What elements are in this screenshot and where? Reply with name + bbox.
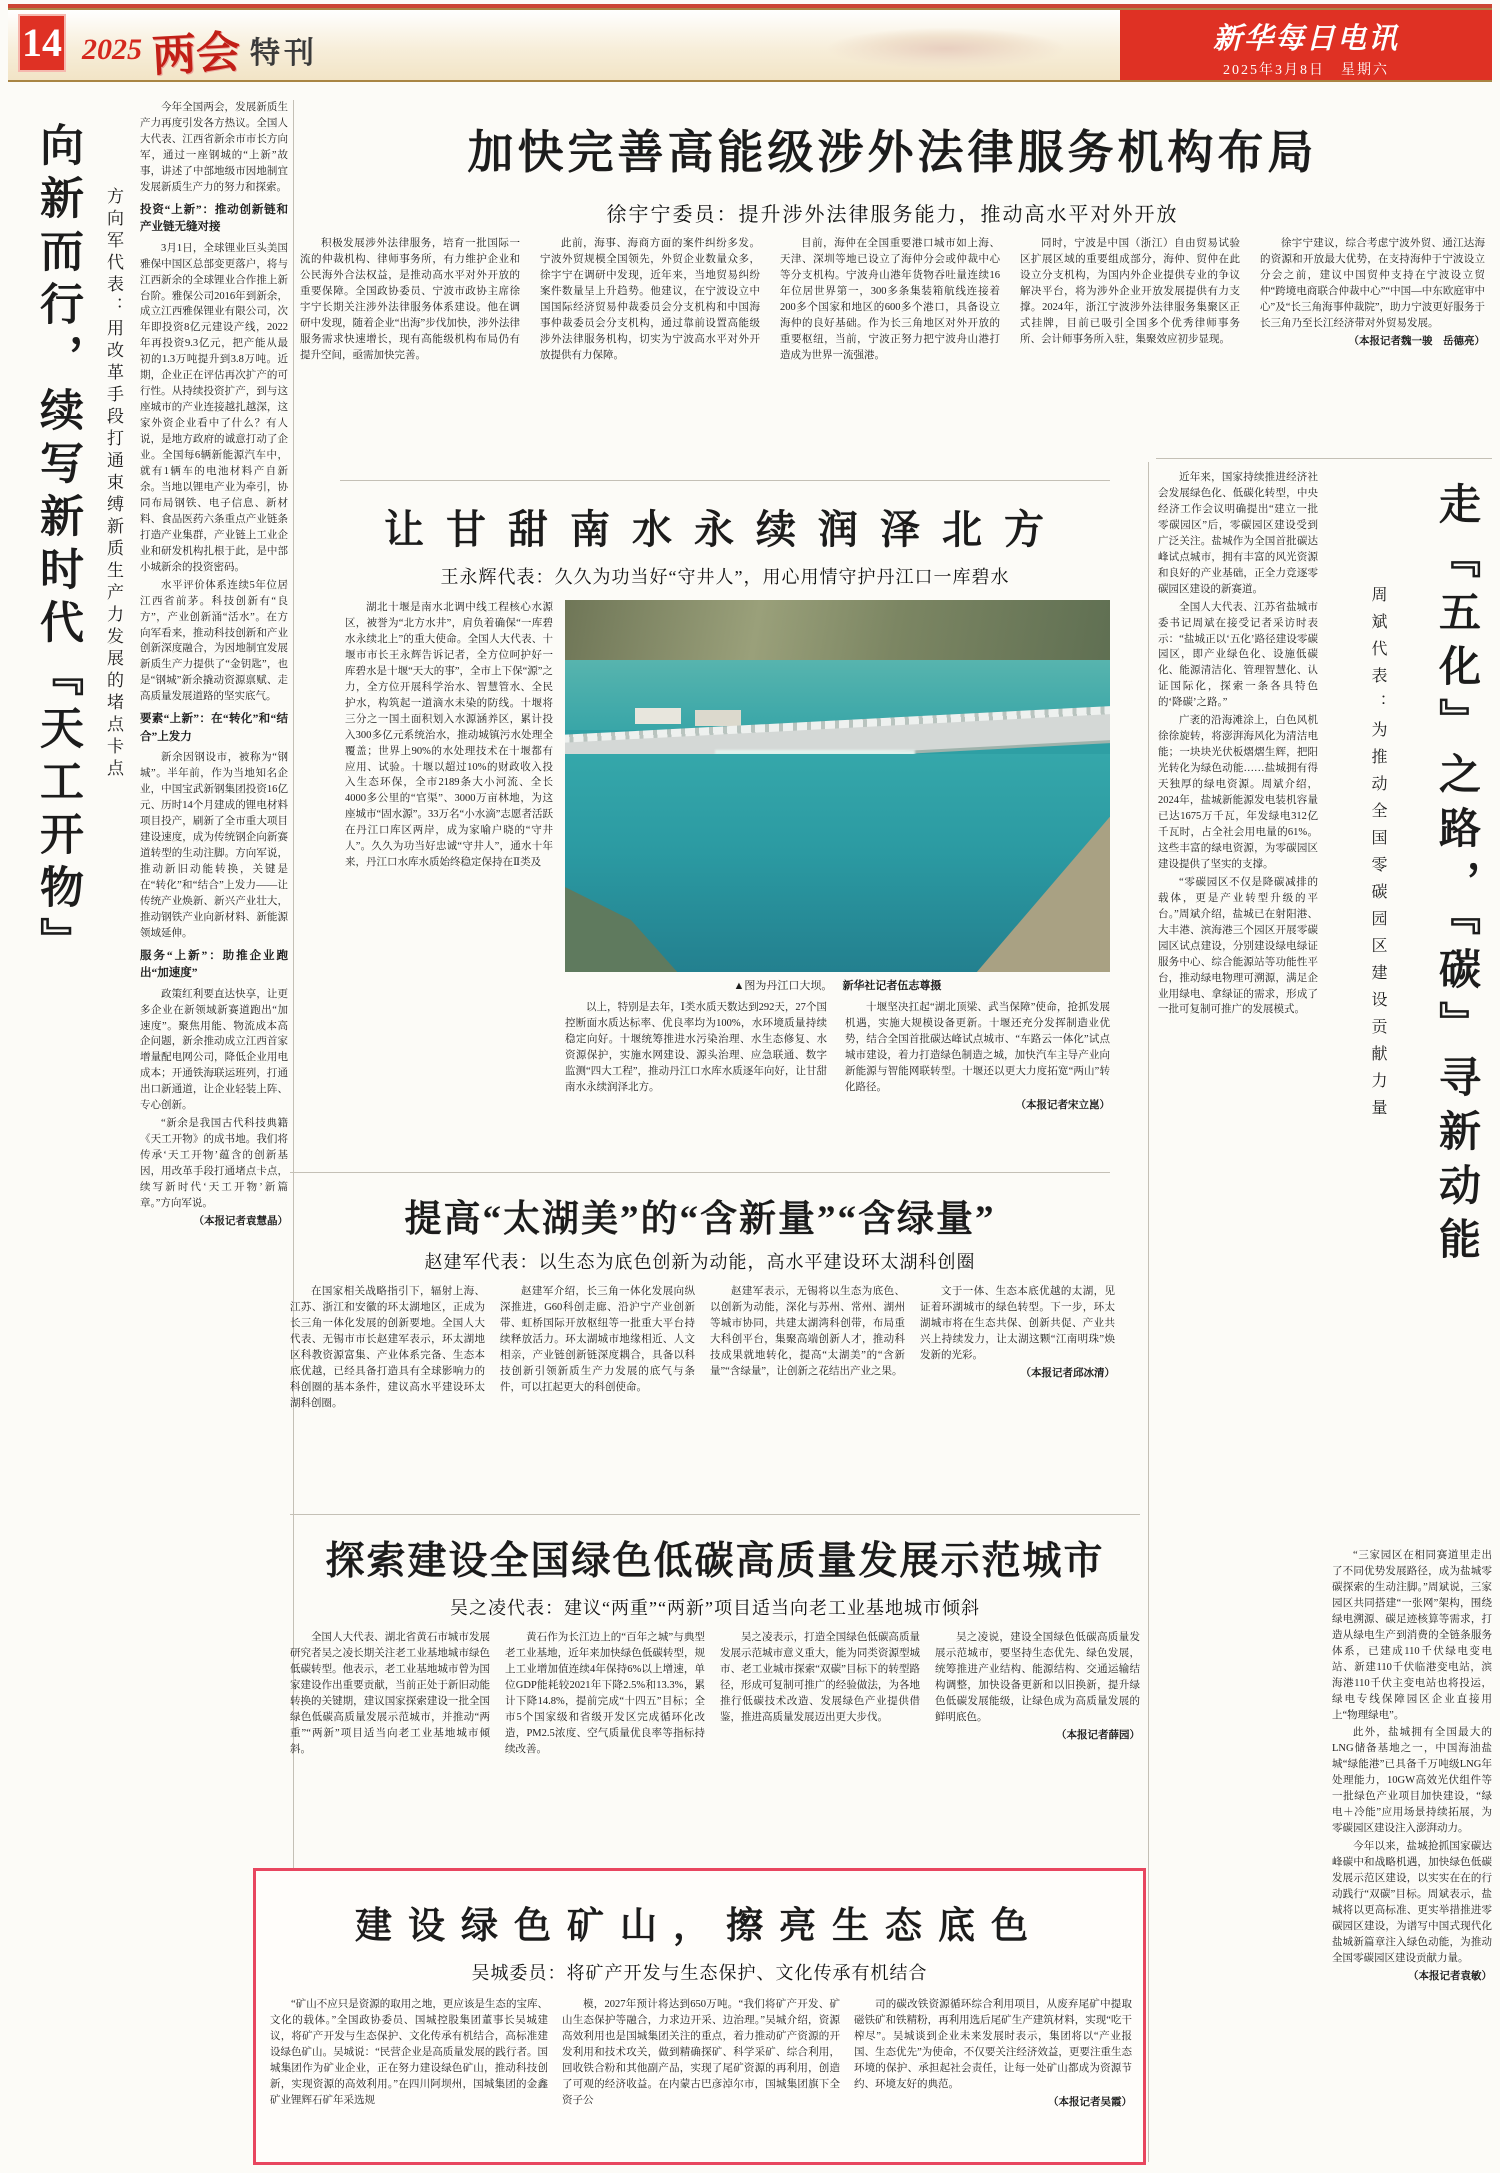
taihu-article-col-1 xyxy=(290,1284,485,1496)
photo-caption-credit: 新华社记者伍志尊摄 xyxy=(842,980,942,992)
taihu-article-col-3 xyxy=(710,1284,905,1496)
masthead-name: 新华每日电讯 xyxy=(1212,23,1399,55)
left-article-sec1-title: 投资“上新”：推动创新链和产业链无缝对接 xyxy=(140,203,288,234)
main-article-col-4 xyxy=(1020,236,1240,462)
taihu-col3-text: 赵建军表示，无锡将以生态为底色、以创新为动能，深化与苏州、常州、湖州等城市协同，共建太湖湾科创带，布局重大科创平台，集聚高端创新人才，推动科技成果就地转化，提高“太湖美”的“含新量”“含绿量”，让创新之花结出产业之果。 xyxy=(710,1286,905,1377)
water-article-cola-text: 以上，特别是去年，Ⅰ类水质天数达到292天，27个国控断面水质达标率、优良率均为100%，水环境质量持续稳定向好。十堰统筹推进水污染治理、水生态修复、水资源保护，实施水网建设、源头治理、应急联通、数字监测“四大工程”，推动丹江口水库水质逐年向好，让甘甜南水永续润泽北方。 xyxy=(565,1002,827,1093)
edition-title xyxy=(82,18,318,82)
city-col3-text: 吴之凌表示，打造全国绿色低碳高质量发展示范城市意义重大，能为同类资源型城市、老工业城市探索“双碳”目标下的转型路径，形成可复制可推广的经验做法，为各地推行低碳技术改造、发展绿色产业提供借鉴，推进高质量发展迈出更大步伐。 xyxy=(720,1632,920,1723)
main-article-col-3 xyxy=(780,236,1000,462)
main-article-col-1 xyxy=(300,236,520,462)
right-article-headline-block xyxy=(1332,482,1492,1530)
water-article-headline: 让甘甜南水永续润泽北方 xyxy=(384,507,1066,552)
divider-city-top xyxy=(290,1514,1140,1515)
mine-col3-text: 司的碳改铁资源循环综合利用项目，从废弃尾矿中提取磁铁矿和铁精粉，再利用选后尾矿生产建筑材料，实现“吃干榨尽”。吴城谈到企业未来发展时表示，集团将以“产业报国、生态优先”为使命，不仅要关注经济效益，更要注重生态环境的保护、承担起社会责任，让每一处矿山都成为资源节约、环境友好的典范。 xyxy=(854,1999,1132,2090)
photo-buildings xyxy=(635,708,681,724)
left-article-sec3-text: 政策红利要直达快享，让更多企业在新领域新赛道跑出“加速度”。聚焦用能、物流成本高企问题，新余推动成立江西首家增量配电网公司，降低企业用电成本；开通铁海联运班列，打通出口新通道，让企业轻装上阵、专心创新。 xyxy=(140,988,288,1112)
city-article-col-3 xyxy=(720,1630,920,1848)
mine-col1-text: “矿山不应只是资源的取用之地，更应该是生态的宝库、文化的载体。”全国政协委员、国城控股集团董事长吴城建议，将矿产开发与生态保护、文化传承有机结合，高标准建设绿色矿山。吴城说：“民营企业是高质量发展的践行者。国城集团作为矿业企业，正在努力建设绿色矿山，推动科技创新，实现资源的高效利用。”在四川阿坝州，国城集团的金鑫矿业锂辉石矿年采选规 xyxy=(270,1999,548,2106)
taihu-col1-text: 在国家相关战略指引下，辐射上海、江苏、浙江和安徽的环太湖地区，正成为长三角一体化发展的创新要地。全国人大代表、无锡市市长赵建军表示，环太湖地区科教资源富集、产业体系完备、生态本底优越，已经具备打造具有全球影响力的科创圈的基本条件，建议高水平建设环太湖科创圈。 xyxy=(290,1286,485,1409)
mine-article-box xyxy=(253,1868,1146,2165)
city-article-col-1 xyxy=(290,1630,490,1848)
left-article-lead: 今年全国两会，发展新质生产力再度引发各方热议。全国人大代表、江西省新余市市长方向军，通过一座钢城的“上新”故事，讲述了中部地级市因地制宜发展新质生产力的努力和探索。 xyxy=(140,102,288,193)
taihu-article-subhead: 赵建军代表：以生态为底色创新为动能，高水平建设环太湖科创圈 xyxy=(424,1252,976,1272)
right-article-lower-col xyxy=(1332,1548,1492,2162)
city-article-subhead: 吴之凌代表：建议“两重”“两新”项目适当向老工业基地城市倾斜 xyxy=(450,1598,980,1618)
left-article-byline: （本报记者袁慧晶） xyxy=(193,1215,288,1227)
mine-article-col-1 xyxy=(270,1997,548,2149)
mine-article-col-3 xyxy=(854,1997,1132,2149)
water-article-col-b xyxy=(845,1000,1110,1160)
left-article-sec1-text: 3月1日，全球锂业巨头美国雅保中国区总部变更落户，将与江西新余的全球锂业合作推上新台阶。雅保公司2016年到新余，成立江西雅保锂业有限公司，次年即投资8亿元建设产线，2022年再投资9.3亿元，把产能从最初的1.3万吨提升到3.8万吨。近期，企业正在评估再次扩产的可行性。从持续投资扩产，到与这座城市的产业连接越扎越深，这家外资企业看中了什么？有人说，是地方政府的诚意打动了企业。全国每6辆新能源汽车中，就有1辆车的电池材料产自新余。当地以锂电产业为牵引，协同布局钢铁、电子信息、新材料、食品医药六条重点产业链条打造产业集群，产业链上工业企业和研发机构扎根于此，是中部小城新余的投资密码。 xyxy=(140,242,288,573)
city-col2-text: 黄石作为长江边上的“百年之城”与典型老工业基地，近年来加快绿色低碳转型，规上工业增加值连续4年保持6%以上增速，单位GDP能耗较2021年下降2.5%和13.3%，累计下降14.8%，提前完成“十四五”目标；全市5个国家级和省级开发区完成循环化改造，PM2.5浓度、空气质量优良率等指标持续改善。 xyxy=(505,1632,705,1755)
left-article-body xyxy=(140,100,288,2158)
main-article-col2-text: 此前，海事、海商方面的案件纠纷多发。宁波外贸规模全国领先，外贸企业数量众多，徐宇宁在调研中发现，近年来，当地贸易纠纷案件数量呈上升趋势。他建议，在宁波设立中国国际经济贸易仲裁委员会分支机构和中国海事仲裁委员会分支机构，通过靠前设置高能级涉外法律服务机构，切实为宁波高水平对外开放提供有力保障。 xyxy=(540,238,760,361)
mine-article-byline: （本报记者吴霞） xyxy=(1048,2096,1132,2108)
divider-left xyxy=(293,100,294,2160)
taihu-article-col-2 xyxy=(500,1284,695,1496)
water-article-byline: （本报记者宋立崑） xyxy=(1015,1099,1110,1111)
mine-article-subhead: 吴城委员：将矿产开发与生态保护、文化传承有机结合 xyxy=(471,1963,928,1983)
divider-right-top xyxy=(1156,458,1492,459)
water-article-leftcol xyxy=(345,600,553,1158)
divider-water-top xyxy=(340,480,1110,481)
page-number: 14 xyxy=(18,14,66,72)
main-article-col1-text: 积极发展涉外法律服务，培育一批国际一流的仲裁机构、律师事务所，有力维护企业和公民海外合法权益，是推动高水平对外开放的重要保障。全国政协委员、宁波市政协主席徐宇宁长期关注涉外法律服务体系建设。他在调研中发现，随着企业“出海”步伐加快，涉外法律服务需求快速增长，现有高能级机构布局仍有提升空间，亟需加快完善。 xyxy=(300,238,520,361)
lianghui-logo: 两会 xyxy=(151,27,242,82)
masthead-date: 2025年3月8日 星期六 xyxy=(1223,63,1389,78)
main-article-col-5 xyxy=(1260,236,1485,462)
city-col1-text: 全国人大代表、湖北省黄石市城市发展研究者吴之凌长期关注老工业基地城市绿色低碳转型。他表示，老工业基地城市曾为国家建设作出重要贡献，当前正处于新旧动能转换的关键期，建议国家探索建设一批全国绿色低碳高质量发展示范城市，并推动“两重”“两新”项目适当向老工业基地城市倾斜。 xyxy=(290,1632,490,1755)
city-article-headline: 探索建设全国绿色低碳高质量发展示范城市 xyxy=(325,1540,1105,1583)
left-article-subhead: 方向军代表：用改革手段打通束缚新质生产力发展的堵点卡点 xyxy=(104,187,123,782)
left-article-sec3-title: 服务“上新”：助推企业跑出“加速度” xyxy=(140,949,288,980)
right-article-p1: 近年来，国家持续推进经济社会发展绿色化、低碳化转型，中央经济工作会议明确提出“建立一批零碳园区”后，零碳园区建设受到广泛关注。盐城作为全国首批碳达峰试点城市，拥有丰富的风光资源和良好的产业基础，正全力竞逐零碳园区建设的新赛道。 xyxy=(1158,472,1318,595)
masthead-box xyxy=(1120,10,1492,80)
left-article-sec2-text: 新余因钢设市，被称为“钢城”。半年前，作为当地知名企业，中国宝武新钢集团投资16亿元、历时14个月建成的锂电材料项目投产，刷新了全市重大项目建设速度，成为传统钢企向新赛道转型的生动注脚。方向军说，推动新旧动能转换，关键是在“转化”和“结合”上发力——让传统产业焕新、新兴产业壮大，推动钢铁产业向新材料、新能源领域延伸。 xyxy=(140,752,288,939)
mine-col2-text: 模，2027年预计将达到650万吨。“我们将矿产开发、矿山生态保护等融合，力求边开采、边治理。”吴城介绍，资源高效利用也是国城集团关注的重点，着力推动矿产资源的开发利用和技术攻关，做到精确探矿、科学采矿、综合利用，回收铁合粉和其他副产品，实现了尾矿资源的再利用，创造了可观的经济收益。在内蒙古巴彦淖尔市，国城集团旗下全资子公 xyxy=(562,1999,840,2106)
water-article-leftcol-text: 湖北十堰是南水北调中线工程核心水源区，被誉为“北方水井”，肩负着确保“一库碧水永续北上”的重大使命。全国人大代表、十堰市市长王永辉告诉记者，全方位呵护好一库碧水是十堰“天大的事”，全市上下保“源”之力，全方位开展科学治水、智慧管水、全民护水，构筑起一道滴水未染的防线。十堰将三分之一国土面积划入水源涵养区，累计投入300多亿元系统治水，推动城镇污水处理全覆盖；世界上90%的水处理技术在十堰都有应用、试验。十堰以超过10%的财政收入投入生态环保，全市2189条大小河流、全长4000多公里的“官渠”、3000万亩林地，为这座城市“固水源”。33万名“小水滴”志愿者活跃在丹江口库区两岸，成为家喻户晓的“守井人”。久久为功当好忠诚“守井人”，通水十年来，丹江口水库水质始终稳定保持在Ⅱ类及 xyxy=(345,602,553,869)
right-article-p3: 广袤的沿海滩涂上，白色风机徐徐旋转，将澎湃海风化为清洁电能；一块块光伏板熠熠生辉，把阳光转化为绿色动能……盐城拥有得天独厚的绿电资源。周斌介绍，2024年，盐城新能源发电装机容量已达1675万千瓦，年发绿电312亿千瓦时，占全社会用电量的61%。这些丰富的绿电资源，为零碳园区建设提供了坚实的支撑。 xyxy=(1158,715,1318,870)
photo-caption xyxy=(565,977,1110,993)
taihu-article-col-4 xyxy=(920,1284,1115,1496)
right-article-subhead: 周斌代表：为推动全国零碳园区建设贡献力量 xyxy=(1369,586,1386,1126)
city-col4-text: 吴之凌说，建设全国绿色低碳高质量发展示范城市，要坚持生态优先、绿色发展，统筹推进产业结构、能源结构、交通运输结构调整，加快设备更新和以旧换新，提升绿色低碳发展能级，让绿色成为高质量发展的鲜明底色。 xyxy=(935,1632,1140,1723)
right-article-byline: （本报记者袁敏） xyxy=(1408,1970,1492,1982)
main-article-col-2 xyxy=(540,236,760,462)
taihu-article-byline: （本报记者邱冰清） xyxy=(1020,1367,1115,1379)
edition-year: 2025 xyxy=(82,33,142,66)
right-article-p6: 此外，盐城拥有全国最大的LNG储备基地之一，中国海油盐城“绿能港”已具备千万吨级LNG年处理能力，10GW高效光伏组件等一批绿色产业项目加快建设，“绿电＋冷能”应用场景持续拓展，为零碳园区建设注入澎湃动力。 xyxy=(1332,1727,1492,1835)
taihu-col2-text: 赵建军介绍，长三角一体化发展向纵深推进，G60科创走廊、沿沪宁产业创新带、虹桥国际开放枢纽等一批重大平台持续释放活力。环太湖城市地缘相近、人文相亲，产业链创新链深度耦合，具备以科技创新引领新质生产力发展的底气与条件，可以扛起更大的科创使命。 xyxy=(500,1286,695,1393)
edition-suffix: 特刊 xyxy=(250,37,318,70)
mine-article-col-2 xyxy=(562,1997,840,2149)
divider-right xyxy=(1148,462,1149,2162)
taihu-article-headline: 提高“太湖美”的“含新量”“含绿量” xyxy=(404,1199,996,1240)
right-article-p5: “三家园区在相同赛道里走出了不同优势发展路径，成为盐城零碳探索的生动注脚。”周斌说，三家园区共同搭建“一张网”架构，围绕绿电溯源、碳足迹核算等需求，打造从绿电生产到消费的全链条服务体系，已建成110千伏绿电变电站、新建110千伏临港变电站，滨海港110千伏主变电站也将投运，绿电专线保障园区企业直接用上“物理绿电”。 xyxy=(1332,1550,1492,1721)
city-article-byline: （本报记者薛园） xyxy=(1056,1729,1140,1741)
city-article-col-4 xyxy=(935,1630,1140,1848)
divider-taihu-top xyxy=(290,1172,1110,1173)
water-article-colb-text: 十堰坚决扛起“湖北顶梁、武当保障”使命，抢抓发展机遇，实施大规模设备更新。十堰还充分发挥制造业优势，结合全国首批碳达峰试点城市、“车路云一体化”试点城市建设，着力打造绿色制造之城，加快汽车主导产业向新能源与智能网联转型。十堰还以更大力度拓宽“两山”转化路径。 xyxy=(845,1002,1110,1093)
main-article-col5-text: 徐宇宁建议，综合考虑宁波外贸、通江达海的资源和开放最大优势，在支持海仲于宁波设立分会之前，建议中国贸仲支持在宁波设立贸仲“跨境电商联合仲裁中心”“中国—中东欧庭审中心”及“长三角海事仲裁院”，助力宁波更好服务于长三角乃至长江经济带对外贸易发展。 xyxy=(1260,238,1485,329)
danjiangkou-dam-photo xyxy=(565,600,1110,972)
main-article-byline: （本报记者魏一骏 岳德亮） xyxy=(1348,335,1485,347)
taihu-col4-text: 文于一体、生态本底优越的太湖，见证着环湖城市的绿色转型。下一步，环太湖城市将在生态共保、创新共促、产业共兴上持续发力，让太湖这颗“江南明珠”焕发新的光彩。 xyxy=(920,1286,1115,1361)
right-article-p7: 今年以来，盐城抢抓国家碳达峰碳中和战略机遇，加快绿色低碳发展示范区建设，以实实在在的行动践行“双碳”目标。周斌表示，盐城将以更高标准、更实举措推进零碳园区建设，为谱写中国式现代化盐城新篇章注入绿色动能，为推动全国零碳园区建设贡献力量。 xyxy=(1332,1841,1492,1964)
right-article-p4: “零碳园区不仅是降碳减排的载体，更是产业转型升级的平台。”周斌介绍，盐城已在射阳港、大丰港、滨海港三个园区开展零碳园区试点建设，分别建设绿电绿证服务中心、综合能源站等功能性平台，推动绿电物理可溯源，满足企业用绿电、拿绿证的需求，形成了一批可复制可推广的发展模式。 xyxy=(1158,876,1318,1016)
left-article-headline: 向新而行，续写新时代『天工开物』 xyxy=(33,122,82,970)
right-article-p2: 全国人大代表、江苏省盐城市委书记周斌在接受记者采访时表示：“盐城正以‘五化’路径建设零碳园区，即产业绿色化、设施低碳化、能源清洁化、管理智慧化、认证国际化，探索一条各具特色的‘降碳’之路。” xyxy=(1158,601,1318,709)
left-article-sec2-title: 要素“上新”：在“转化”和“结合”上发力 xyxy=(140,713,288,743)
decorative-swirl xyxy=(608,10,1128,80)
water-article-col-a xyxy=(565,1000,827,1160)
photo-caption-text: ▲图为丹江口大坝。 xyxy=(733,980,833,992)
left-article-sec1-more: 水平评价体系连续5年位居江西省前茅。科技创新有“良方”，产业创新涌“活水”。在方向军看来，推动科技创新和产业创新深度融合，为因地制宜发展新质生产力提供了“金钥匙”，也是“钢城”新余撬动资源禀赋、走高质量发展道路的坚实底气。 xyxy=(140,579,288,703)
main-article-col3-text: 目前，海仲在全国重要港口城市如上海、天津、深圳等地已设立了海仲分会或仲裁中心等分支机构。宁波舟山港年货物吞吐量连续16年位居世界第一，300多条集装箱航线连接着200多个国家和地区的600多个港口，具备设立海仲的良好基础。作为长三角地区对外开放的重要枢纽，当前，宁波正努力把宁波舟山港打造成为世界一流强港。 xyxy=(780,238,1000,361)
right-article-headline: 走『五化』之路，『碳』寻新动能 xyxy=(1433,482,1479,1271)
city-article-col-2 xyxy=(505,1630,705,1848)
right-article-narrow-col xyxy=(1158,470,1318,2162)
main-article-subhead: 徐宇宁委员：提升涉外法律服务能力，推动高水平对外开放 xyxy=(606,204,1179,226)
main-article-col4-text: 同时，宁波是中国（浙江）自由贸易试验区扩展区域的重要组成部分，海仲、贸仲在此设立分支机构，为国内外企业提供专业的争议解决平台，将为涉外企业开放发展提供有力支撑。2024年，浙江宁波涉外法律服务集聚区正式挂牌，目前已吸引全国多个优秀律师事务所、会计师事务所入驻，集聚效应初步显现。 xyxy=(1020,238,1240,345)
mine-article-headline: 建设绿色矿山，擦亮生态底色 xyxy=(355,1906,1044,1947)
water-article-subhead: 王永辉代表：久久为功当好“守井人”，用心用情守护丹江口一库碧水 xyxy=(440,567,1010,587)
left-article-closing: “新余是我国古代科技典籍《天工开物》的成书地。我们将传承‘天工开物’蕴含的创新基因，用改革手段打通堵点卡点，续写新时代‘天工开物’新篇章。”方向军说。 xyxy=(140,1118,288,1209)
header-band xyxy=(8,8,1492,82)
main-article-headline: 加快完善高能级涉外法律服务机构布局 xyxy=(467,127,1318,178)
